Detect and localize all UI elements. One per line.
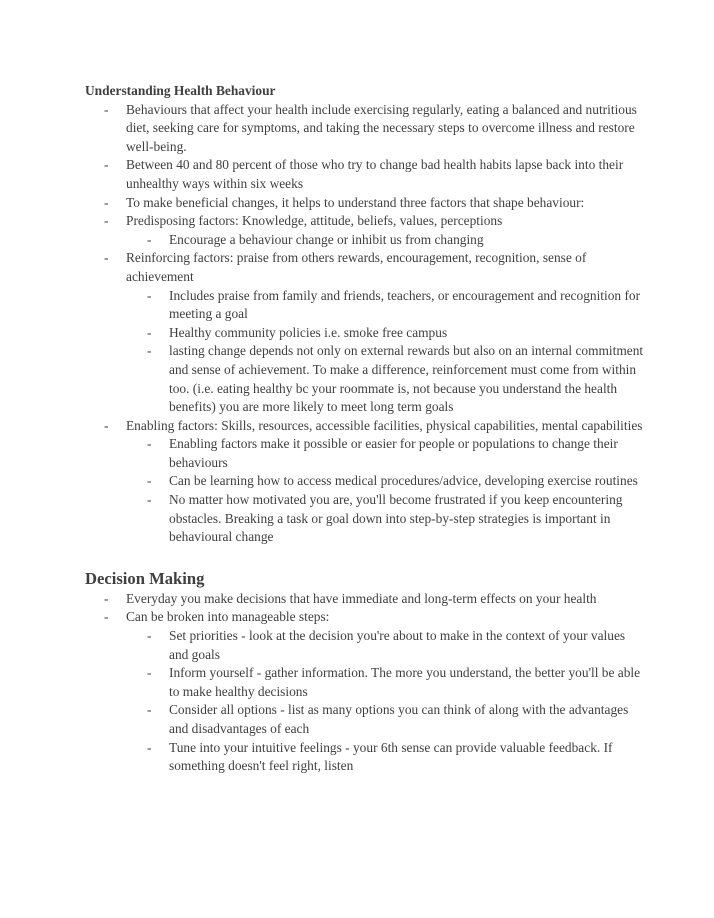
sub-list-item-text: Tune into your intuitive feelings - your 6th sense can provide valuable feedback. If something doesn't feel right, listen	[169, 739, 613, 774]
list-item-text: Behaviours that affect your health include exercising regularly, eating a balanced and nutritious diet, seeking care for symptoms, and taking the necessary steps to overcome illness and restore well-being.	[126, 101, 637, 154]
sub-list-item-text: Healthy community policies i.e. smoke free campus	[169, 324, 448, 340]
bullet-dash: -	[147, 665, 152, 681]
bullet-dash: -	[104, 417, 109, 433]
list-item-text: Everyday you make decisions that have immediate and long-term effects on your health	[126, 590, 597, 606]
bullet-dash: -	[104, 250, 109, 266]
bullet-dash: -	[147, 492, 152, 508]
list-item	[85, 156, 645, 193]
sub-list	[85, 435, 645, 547]
bullet-dash: -	[147, 231, 152, 247]
list-item-text: Enabling factors: Skills, resources, accessible facilities, physical capabilities, mental capabilities	[126, 417, 643, 433]
sub-list-item	[127, 472, 645, 491]
bullet-dash: -	[147, 628, 152, 644]
sub-list-item-text: Can be learning how to access medical procedures/advice, developing exercise routines	[169, 473, 638, 489]
section-heading-decision-making: Decision Making	[85, 568, 205, 588]
bullet-dash: -	[147, 473, 152, 489]
list-item	[85, 194, 645, 213]
sub-list	[85, 627, 645, 776]
sub-list-item	[127, 739, 645, 776]
decision-making-list	[85, 590, 645, 776]
list-item-text: To make beneficial changes, it helps to understand three factors that shape behaviour:	[126, 194, 585, 210]
sub-list-item-text: Consider all options - list as many options you can think of along with the advantages and disadvantages of each	[169, 702, 629, 736]
sub-list-item-text: Includes praise from family and friends, teachers, or encouragement and recognition for meeting a goal	[169, 287, 641, 322]
bullet-dash: -	[147, 702, 152, 718]
bullet-dash: -	[147, 739, 152, 755]
bullet-dash: -	[104, 101, 109, 117]
sub-list-item-text: lasting change depends not only on external rewards but also on an internal commitment and sense of achievement. To make a difference, reinforcement must come from within too. (i.e. eating healthy bc your roommate is, not because you understand the health benefits) you are more likely to meet long term goals	[169, 343, 644, 415]
sub-list-item	[127, 701, 645, 738]
list-item	[85, 590, 645, 609]
sub-list-item	[127, 627, 645, 664]
sub-list-item	[127, 664, 645, 701]
section-heading-health-behaviour: Understanding Health Behaviour	[85, 83, 276, 98]
sub-list-item	[127, 491, 645, 547]
sub-list-item-text: Inform yourself - gather information. The more you understand, the better you'll be able to make healthy decisions	[169, 665, 641, 699]
sub-list-item	[127, 324, 645, 343]
sub-list-item	[127, 287, 645, 324]
sub-list-item-text: Enabling factors make it possible or easier for people or populations to change their behaviours	[169, 436, 618, 470]
bullet-dash: -	[104, 194, 109, 210]
list-item	[85, 249, 645, 416]
list-item-text: Reinforcing factors: praise from others rewards, encouragement, recognition, sense of achievement	[126, 250, 587, 284]
bullet-dash: -	[104, 213, 109, 229]
bullet-dash: -	[147, 343, 152, 359]
bullet-dash: -	[104, 157, 109, 173]
bullet-dash: -	[104, 609, 109, 625]
bullet-dash: -	[104, 590, 109, 606]
sub-list-item	[127, 231, 645, 250]
list-item	[85, 212, 645, 249]
sub-list	[85, 231, 645, 250]
sub-list	[85, 287, 645, 417]
sub-list-item	[127, 342, 645, 416]
sub-list-item-text: No matter how motivated you are, you'll become frustrated if you keep encountering obstacles. Breaking a task or goal down into step-by-step strategies is important in behavioural change	[169, 492, 623, 545]
bullet-dash: -	[147, 436, 152, 452]
list-item-text: Can be broken into manageable steps:	[126, 609, 330, 625]
sub-list-item	[127, 435, 645, 472]
sub-list-item-text: Set priorities - look at the decision you're about to make in the context of your values and goals	[169, 628, 626, 662]
list-item-text: Predisposing factors: Knowledge, attitude, beliefs, values, perceptions	[126, 213, 503, 229]
sub-list-item-text: Encourage a behaviour change or inhibit us from changing	[169, 231, 484, 247]
bullet-dash: -	[147, 324, 152, 340]
list-item	[85, 101, 645, 157]
list-item-text: Between 40 and 80 percent of those who try to change bad health habits lapse back into their unhealthy ways within six weeks	[126, 157, 624, 191]
health-behaviour-list	[85, 101, 645, 547]
bullet-dash: -	[147, 287, 152, 303]
list-item	[85, 608, 645, 775]
document-page	[85, 82, 645, 776]
list-item	[85, 417, 645, 547]
